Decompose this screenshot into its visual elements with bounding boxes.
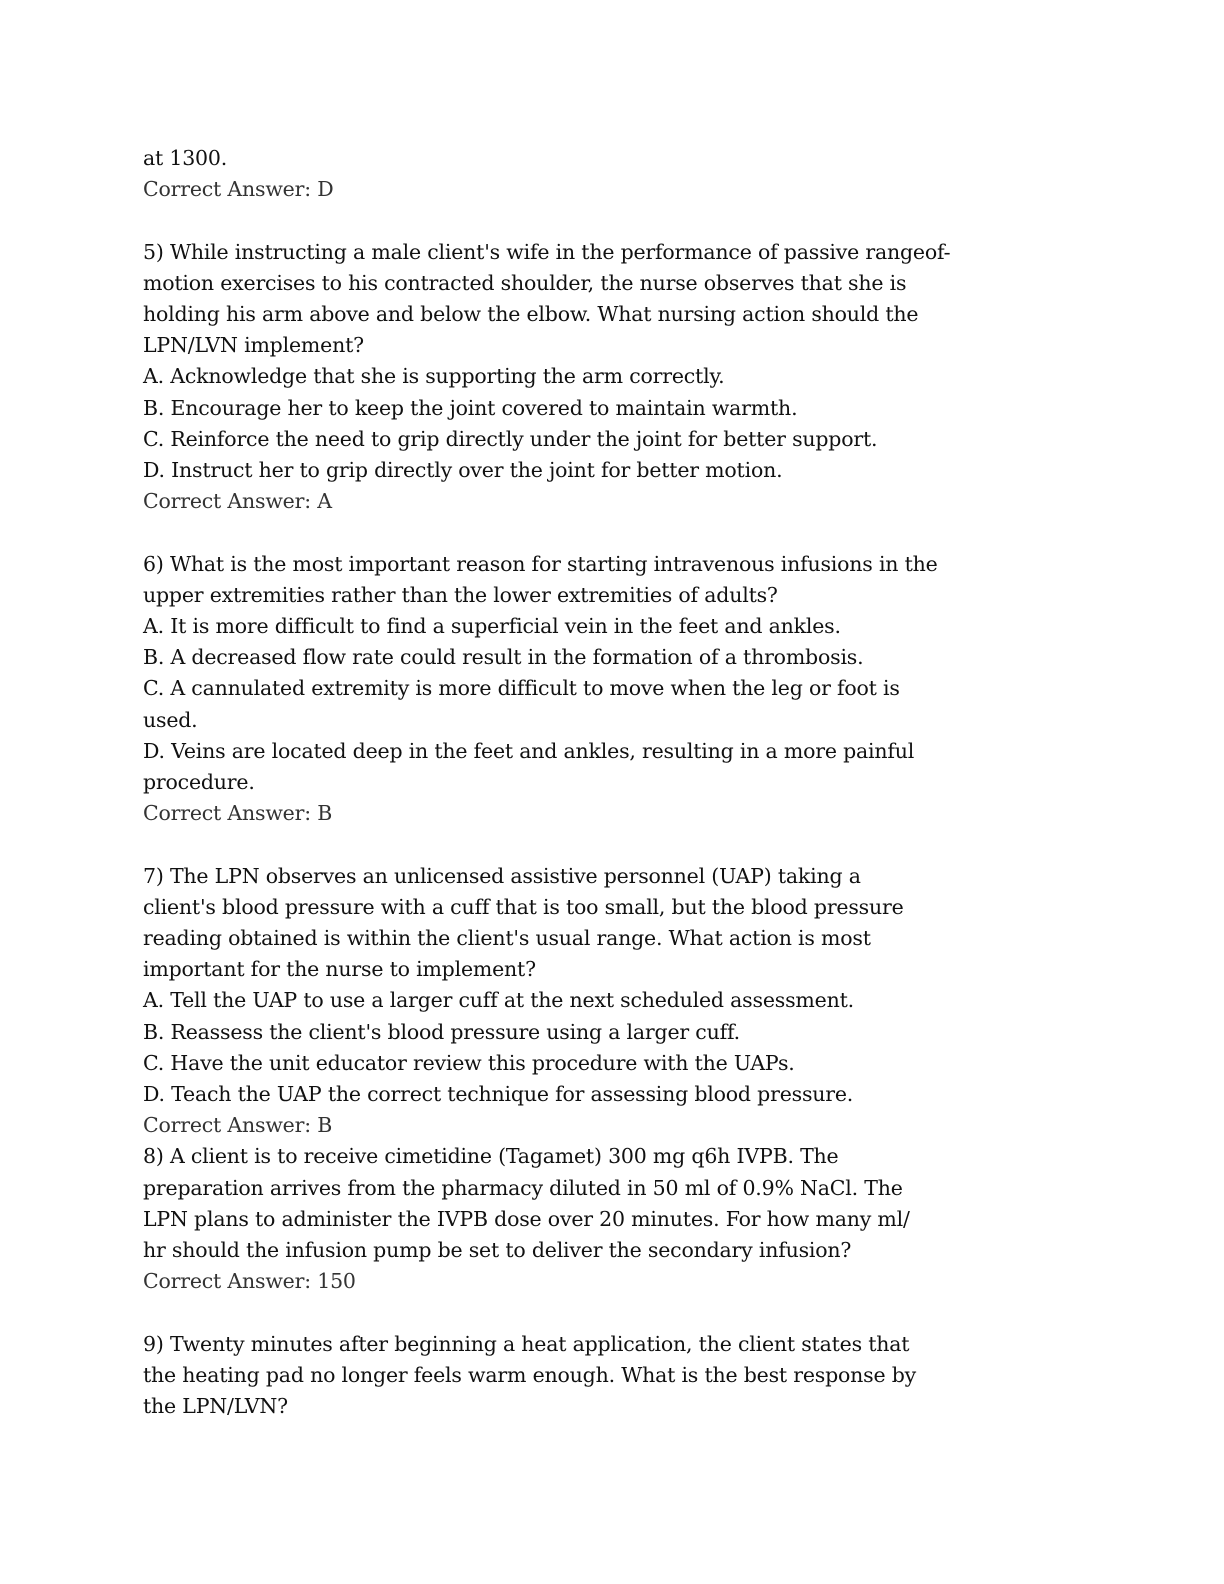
question-text-line: preparation arrives from the pharmacy diluted in 50 ml of 0.9% NaCl. The <box>143 1175 903 1200</box>
question-text-line: motion exercises to his contracted shoulder, the nurse observes that she is <box>143 270 907 295</box>
answer-option: B. A decreased flow rate could result in the formation of a thrombosis. <box>143 645 864 670</box>
answer-option: D. Instruct her to grip directly over the joint for better motion. <box>143 458 783 483</box>
document-page <box>143 143 963 1422</box>
question-text-line: client's blood pressure with a cuff that is too small, but the blood pressure <box>143 894 904 919</box>
question-text-line: the LPN/LVN? <box>143 1394 288 1419</box>
paragraph-gap <box>143 829 963 860</box>
question-text-line: important for the nurse to implement? <box>143 957 536 982</box>
question-text-line: 5) While instructing a male client's wife in the performance of passive rangeof- <box>143 239 951 264</box>
paragraph-gap <box>143 205 963 236</box>
answer-option: C. Reinforce the need to grip directly under the joint for better support. <box>143 426 878 451</box>
question-text-line: holding his arm above and below the elbow. What nursing action should the <box>143 302 919 326</box>
question-text-line: 8) A client is to receive cimetidine (Tagamet) 300 mg q6h IVPB. The <box>143 1144 839 1169</box>
answer-option: A. Acknowledge that she is supporting the arm correctly. <box>143 364 725 389</box>
answer-option: C. Have the unit educator review this procedure with the UAPs. <box>143 1050 795 1075</box>
answer-option: used. <box>143 707 198 732</box>
answer-option: B. Encourage her to keep the joint covered to maintain warmth. <box>143 395 798 420</box>
question-text-line: 9) Twenty minutes after beginning a heat application, the client states that <box>143 1331 910 1356</box>
answer-option: procedure. <box>143 770 255 795</box>
question-text-line: 6) What is the most important reason for starting intravenous infusions in the <box>143 551 938 576</box>
paragraph-gap <box>143 1297 963 1328</box>
answer-option: B. Reassess the client's blood pressure using a larger cuff. <box>143 1019 740 1044</box>
correct-answer: Correct Answer: B <box>143 801 333 826</box>
answer-option: D. Veins are located deep in the feet and ankles, resulting in a more painful <box>143 738 915 763</box>
correct-answer: Correct Answer: B <box>143 1113 333 1138</box>
paragraph-gap <box>143 517 963 548</box>
question-text-line: LPN/LVN implement? <box>143 333 364 358</box>
question-text-line: hr should the infusion pump be set to deliver the secondary infusion? <box>143 1238 852 1263</box>
question-text-line: the heating pad no longer feels warm enough. What is the best response by <box>143 1362 917 1387</box>
answer-option: C. A cannulated extremity is more difficult to move when the leg or foot is <box>143 676 900 701</box>
correct-answer: Correct Answer: 150 <box>143 1269 356 1294</box>
answer-option: A. Tell the UAP to use a larger cuff at the next scheduled assessment. <box>143 988 854 1013</box>
correct-answer: Correct Answer: D <box>143 177 334 202</box>
answer-option: A. It is more difficult to find a superficial vein in the feet and ankles. <box>143 614 841 639</box>
question-text-line: LPN plans to administer the IVPB dose over 20 minutes. For how many ml/ <box>143 1206 910 1231</box>
question-text-line: upper extremities rather than the lower extremities of adults? <box>143 582 778 607</box>
question-text-line: at 1300. <box>143 146 228 170</box>
question-text-line: 7) The LPN observes an unlicensed assistive personnel (UAP) taking a <box>143 863 861 888</box>
answer-option: D. Teach the UAP the correct technique for assessing blood pressure. <box>143 1082 854 1107</box>
question-text-line: reading obtained is within the client's usual range. What action is most <box>143 926 871 951</box>
correct-answer: Correct Answer: A <box>143 489 332 514</box>
